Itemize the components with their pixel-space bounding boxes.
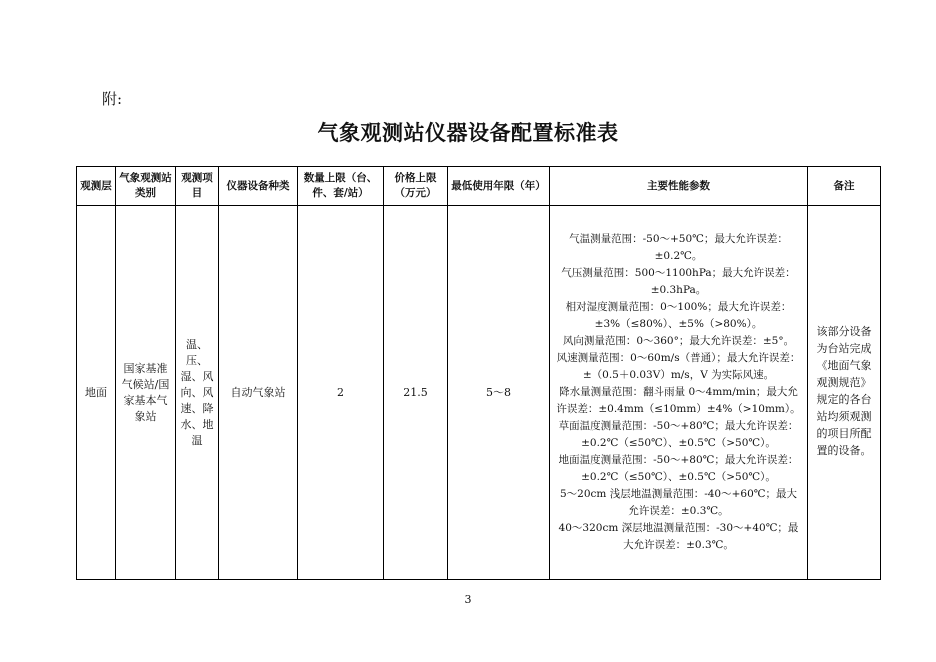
param-line: 降水量测量范围：翻斗雨量 0～4mm/min；最大允许误差：±0.4mm（≤10mm）±4%（>10mm）。 [556, 386, 801, 415]
header-cell: 观测层 [77, 167, 116, 206]
table-header-row [77, 167, 881, 206]
header-cell: 数量上限（台、件、套/站） [298, 167, 384, 206]
page-title: 气象观测站仪器设备配置标准表 [317, 121, 619, 145]
param-line: 气压测量范围：500～1100hPa；最大允许误差：±0.3hPa。 [561, 267, 796, 296]
note-cell: 该部分设备为台站完成《地面气象观测规范》规定的各台站均须观测的项目所配置的设备。 [808, 206, 881, 580]
param-line: 风向测量范围：0～360°；最大允许误差：±5°。 [562, 335, 795, 347]
page-number: 3 [464, 593, 472, 606]
price-cell: 21.5 [384, 206, 448, 580]
header-cell: 观测项目 [176, 167, 219, 206]
equipment-table [76, 166, 881, 580]
param-line: 40～320cm 深层地温测量范围：-30～+40℃；最大允许误差：±0.3℃。 [558, 522, 799, 551]
header-cell: 气象观测站类别 [116, 167, 176, 206]
station-type-cell: 国家基准气候站/国家基本气象站 [116, 206, 176, 580]
param-line: 5～20cm 浅层地温测量范围：-40～+60℃；最大允许误差：±0.3℃。 [559, 488, 798, 517]
header-cell: 最低使用年限（年） [448, 167, 550, 206]
header-cell: 主要性能参数 [550, 167, 808, 206]
items-cell: 温、压、湿、风向、风速、降水、地温 [176, 206, 219, 580]
params-cell [550, 206, 808, 580]
quantity-cell: 2 [298, 206, 384, 580]
param-line: 气温测量范围：-50～+50℃；最大允许误差：±0.2℃。 [569, 233, 788, 262]
param-line: 草面温度测量范围：-50～+80℃；最大允许误差：±0.2℃（≤50℃）、±0.5℃（>50℃）。 [558, 420, 799, 449]
header-cell: 仪器设备种类 [219, 167, 298, 206]
annex-label: 附: [102, 90, 123, 108]
table-row [77, 206, 881, 580]
header-cell: 备注 [808, 167, 881, 206]
layer-cell: 地面 [77, 206, 116, 580]
param-line: 风速测量范围：0～60m/s（普通）；最大允许误差：±（0.5＋0.03V）m/s，V 为实际风速。 [556, 352, 801, 381]
param-line: 地面温度测量范围：-50～+80℃；最大允许误差：±0.2℃（≤50℃）、±0.5℃（>50℃）。 [558, 454, 799, 483]
equipment-cell: 自动气象站 [219, 206, 298, 580]
header-cell: 价格上限（万元） [384, 167, 448, 206]
param-line: 相对湿度测量范围：0～100%；最大允许误差：±3%（≤80%）、±5%（>80%）。 [565, 301, 792, 330]
years-cell: 5～8 [448, 206, 550, 580]
